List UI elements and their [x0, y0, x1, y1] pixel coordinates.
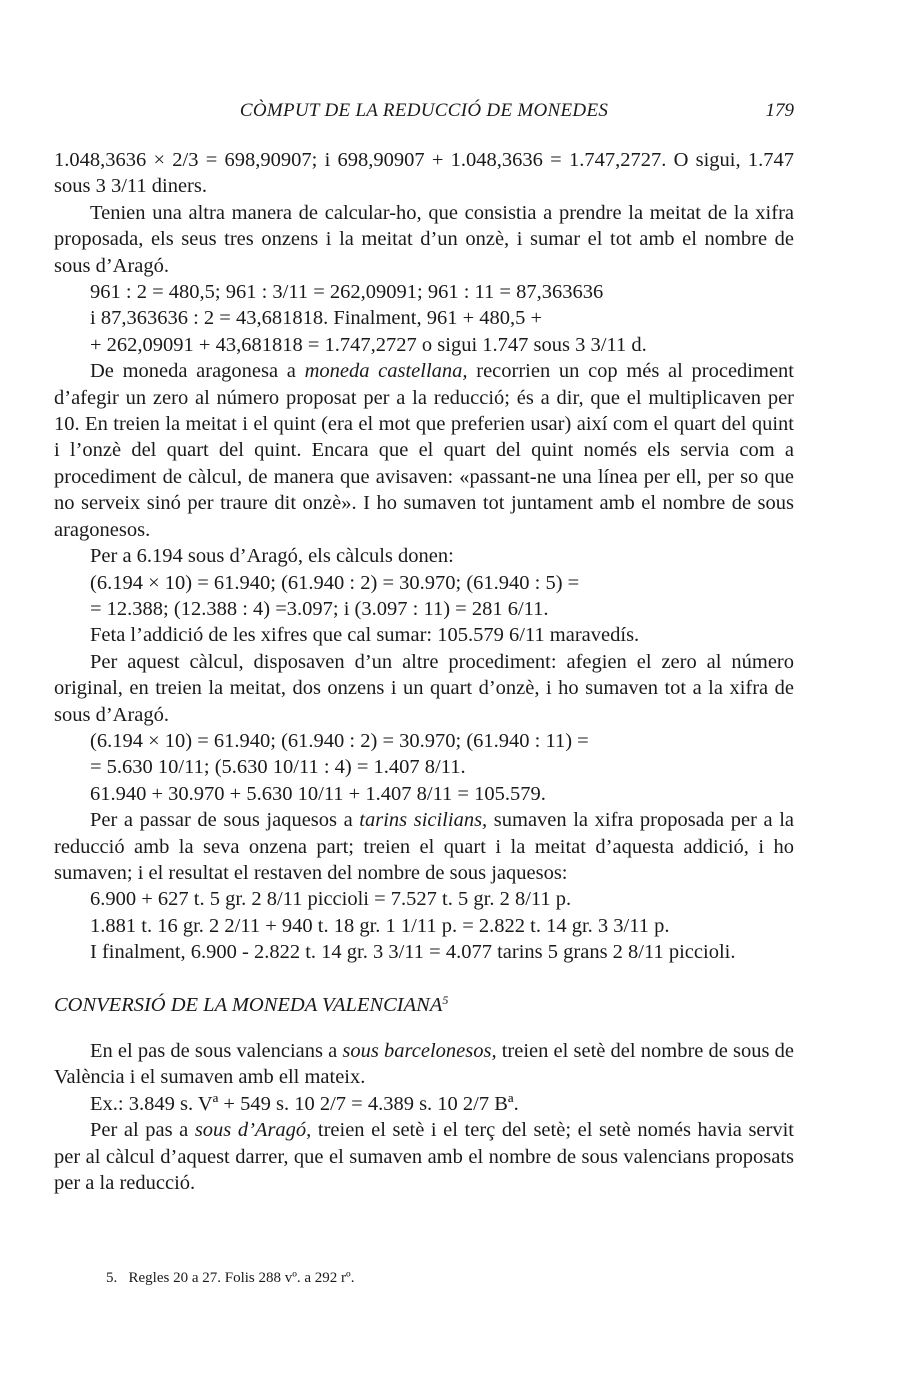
- paragraph: [54, 358, 794, 543]
- section-heading: [54, 992, 794, 1018]
- paragraph-text: Per a passar de sous jaquesos a: [90, 809, 360, 832]
- calculation-line: = 5.630 10/11; (5.630 10/11 : 4) = 1.407 8/11.: [90, 756, 466, 779]
- paragraph-text: sumaven la xifra proposada per a la reducció amb la seva onzena part; treien el quart i la meitat d’aquesta addició, i ho sumaven; i el resultat el restaven del nombre de sous jaquesos:: [54, 809, 794, 884]
- calculation-line: Per a 6.194 sous d’Aragó, els càlculs donen:: [90, 545, 454, 568]
- footnote-text: Regles 20 a 27. Folis 288 vº. a 292 rº.: [128, 1270, 355, 1286]
- italic-term: sous d’Aragó,: [194, 1119, 312, 1142]
- calculation-line: 961 : 2 = 480,5; 961 : 3/11 = 262,09091; 961 : 11 = 87,363636: [90, 281, 604, 304]
- calculation-line: + 262,09091 + 43,681818 = 1.747,2727 o sigui 1.747 sous 3 3/11 d.: [90, 333, 647, 356]
- italic-term: tarins sicilians,: [359, 809, 488, 832]
- running-header: [54, 100, 794, 130]
- paragraph: [54, 1038, 794, 1091]
- calculation-line: 61.940 + 30.970 + 5.630 10/11 + 1.407 8/11 = 105.579.: [90, 782, 546, 805]
- calculation-line: I finalment, 6.900 - 2.822 t. 14 gr. 3 3/11 = 4.077 tarins 5 grans 2 8/11 piccioli.: [90, 941, 736, 964]
- paragraph: Per aquest càlcul, disposaven d’un altre procediment: afegien el zero al número original, en treien la meitat, dos onzens i un quart d’onzè, i ho sumaven tot a la xifra de sous d’Aragó.: [54, 650, 794, 726]
- section-title-text: CONVERSIÓ DE LA MONEDA VALENCIANA: [54, 993, 443, 1016]
- footnote-reference: 5: [442, 992, 449, 1007]
- section-text: [54, 1038, 794, 1196]
- paragraph-text: De moneda aragonesa a: [90, 360, 305, 383]
- italic-term: sous barcelonesos,: [342, 1040, 497, 1062]
- calculation-line: Feta l’addició de les xifres que cal sumar: 105.579 6/11 maravedís.: [90, 624, 640, 647]
- running-title: CÒMPUT DE LA REDUCCIÓ DE MONEDES: [239, 100, 609, 121]
- paragraph-text: En el pas de sous valencians a: [90, 1040, 343, 1062]
- footnote-number: 5.: [106, 1270, 118, 1286]
- paragraph: 1.048,3636 × 2/3 = 698,90907; i 698,90907 + 1.048,3636 = 1.747,2727. O sigui, 1.747 sous 3 3/11 diners.: [54, 149, 794, 198]
- italic-term: moneda castellana,: [304, 360, 468, 383]
- main-text: [54, 147, 794, 966]
- paragraph: [54, 807, 794, 886]
- paragraph-text: recorrien un cop més al procediment d’afegir un zero al número proposat per a la reducció; és a dir, que el multiplicaven per 10. En treien la meitat i el quint (era el mot que preferien usar) així com el quart del quint i l’onzè del quart del quint. Encara que el quart del quint només els servia com a procediment de càlcul, de manera que avisaven: «passant-ne una línea per ell, per so que no serveix sinó per traure dit onzè». I ho sumaven tot juntament amb el nombre de sous aragonesos.: [54, 360, 794, 541]
- calculation-line: = 12.388; (12.388 : 4) =3.097; i (3.097 : 11) = 281 6/11.: [90, 597, 549, 620]
- paragraph-text: treien el setè i el terç del setè; el setè només havia servit per al càlcul d’aquest darrer, que el sumaven amb el nombre de sous valencians proposats per a la reducció.: [54, 1119, 794, 1195]
- calculation-line: (6.194 × 10) = 61.940; (61.940 : 2) = 30.970; (61.940 : 11) =: [90, 729, 589, 752]
- calculation-line: 6.900 + 627 t. 5 gr. 2 8/11 piccioli = 7.527 t. 5 gr. 2 8/11 p.: [90, 888, 572, 911]
- calculation-line: Ex.: 3.849 s. Vª + 549 s. 10 2/7 = 4.389 s. 10 2/7 Bª.: [90, 1092, 519, 1115]
- paragraph-text: Per al pas a: [90, 1119, 195, 1142]
- calculation-line: 1.881 t. 16 gr. 2 2/11 + 940 t. 18 gr. 1 1/11 p. = 2.822 t. 14 gr. 3 3/11 p.: [90, 914, 670, 937]
- paragraph: [54, 1117, 794, 1196]
- page-body: [54, 147, 794, 1196]
- footnote: [106, 1268, 354, 1288]
- page-number: 179: [765, 100, 794, 121]
- calculation-line: i 87,363636 : 2 = 43,681818. Finalment, 961 + 480,5 +: [90, 307, 543, 330]
- paragraph: Tenien una altra manera de calcular-ho, que consistia a prendre la meitat de la xifra proposada, els seus tres onzens i la meitat d’un onzè, i sumar el tot amb el nombre de sous d’Aragó.: [54, 201, 794, 277]
- calculation-line: (6.194 × 10) = 61.940; (61.940 : 2) = 30.970; (61.940 : 5) =: [90, 571, 580, 594]
- paragraph-text: treien el setè del nombre de sous de València i el sumaven amb ell mateix.: [54, 1040, 794, 1089]
